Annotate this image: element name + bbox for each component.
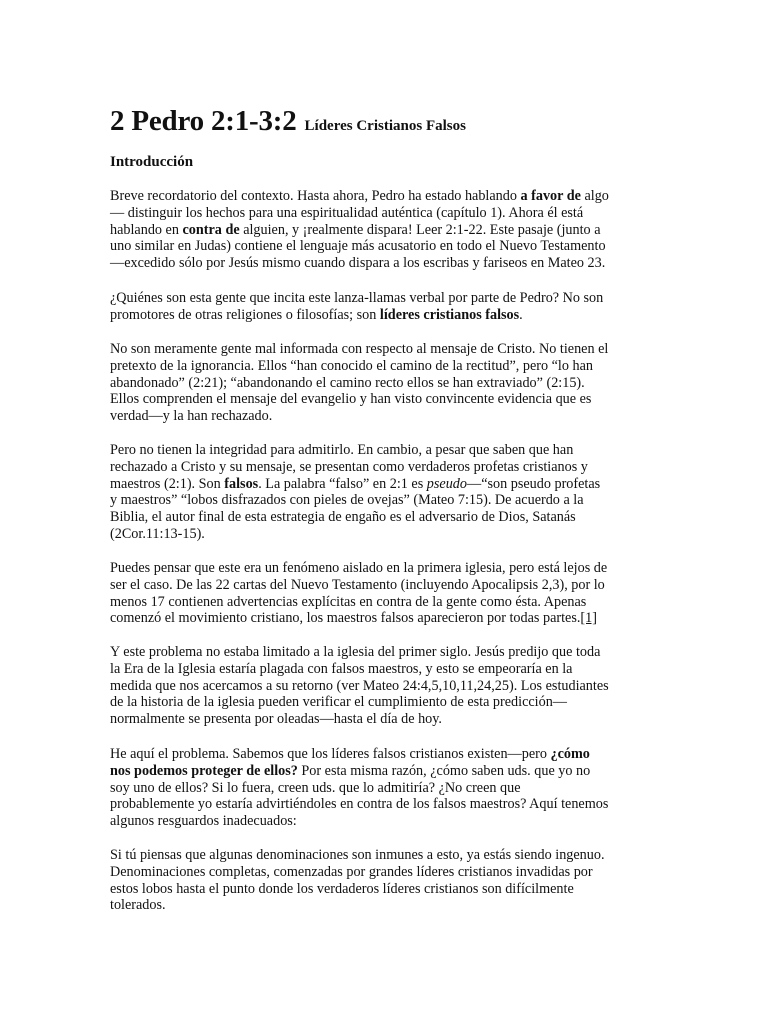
text-line	[110, 796, 660, 813]
text-line	[110, 509, 660, 526]
text-run: normalmente se presenta por oleadas—hasta el día de hoy.	[110, 711, 442, 728]
paragraph-6	[110, 644, 660, 728]
text-line	[110, 391, 660, 408]
bold-text: falsos	[224, 475, 259, 492]
text-run: rechazado a Cristo y su mensaje, se presentan como verdaderos profetas cristianos y	[110, 458, 588, 475]
text-run: —excedido sólo por Jesús mismo cuando dispara a los escribas y fariseos en Mateo 23.	[110, 255, 606, 272]
text-line	[110, 307, 660, 324]
text-line	[110, 711, 660, 728]
text-run: promotores de otras religiones o filosofías; son	[110, 306, 380, 323]
text-run: medida que nos acercamos a su retorno (ver Mateo 24:4,5,10,11,24,25). Los estudiantes	[110, 677, 609, 694]
text-run: ¿Quiénes son esta gente que incita este lanza-llamas verbal por parte de Pedro? No son	[110, 290, 604, 306]
text-run: Denominaciones completas, comenzadas por grandes líderes cristianos invadidas por	[110, 863, 593, 880]
text-line	[110, 746, 660, 763]
text-run: comenzó el movimiento cristiano, los maestros falsos aparecieron por todas partes.	[110, 610, 581, 627]
text-run: alguien, y ¡realmente dispara! Leer 2:1-22. Este pasaje (junto a	[239, 221, 601, 238]
text-line	[110, 476, 660, 493]
text-run: probablemente yo estaría advirtiéndoles en contra de los falsos maestros? Aquí tenemos	[110, 796, 609, 813]
paragraph-2	[110, 290, 660, 324]
text-line	[110, 341, 660, 358]
text-line	[110, 459, 660, 476]
text-run: uno similar en Judas) contiene el lenguaje más acusatorio en todo el Nuevo Testamento	[110, 238, 606, 255]
text-line	[110, 694, 660, 711]
text-run: hablando en	[110, 221, 183, 238]
text-run: menos 17 contienen advertencias explícitas en contra de la gente como ésta. Apenas	[110, 593, 587, 610]
text-line	[110, 205, 660, 222]
text-run: maestros (2:1). Son	[110, 475, 225, 492]
text-run: verdad—y la han rechazado.	[110, 408, 273, 425]
text-run: Por esta misma razón, ¿cómo saben uds. que yo no	[297, 762, 591, 779]
text-run: .	[519, 306, 523, 323]
text-run: Biblia, el autor final de esta estrategia de engaño es el adversario de Dios, Satanás	[110, 509, 576, 526]
text-line	[110, 290, 660, 307]
paragraph-8	[110, 847, 660, 914]
text-run: —“son pseudo profetas	[467, 475, 601, 492]
text-line	[110, 813, 660, 830]
text-run: . La palabra “falso” en 2:1 es	[258, 475, 427, 492]
text-line	[110, 560, 660, 577]
text-run: tolerados.	[110, 897, 166, 914]
bold-text: líderes cristianos falsos	[379, 306, 520, 323]
text-line	[110, 188, 660, 205]
text-line	[110, 864, 660, 881]
paragraph-1	[110, 188, 660, 272]
text-line	[110, 763, 660, 780]
paragraph-7	[110, 746, 660, 830]
text-run: Pero no tienen la integridad para admitirlo. En cambio, a pesar que saben que han	[110, 442, 574, 458]
text-line	[110, 222, 660, 239]
text-run: algo	[580, 188, 609, 204]
bold-text: ¿cómo	[550, 746, 590, 762]
italic-text: pseudo	[426, 475, 467, 492]
text-line	[110, 897, 660, 914]
document-title	[110, 105, 466, 138]
bold-text: nos podemos proteger de ellos?	[110, 762, 298, 779]
text-run: Si tú piensas que algunas denominaciones son inmunes a esto, ya estás siendo ingenuo.	[110, 847, 605, 863]
text-run: No son meramente gente mal informada con respecto al mensaje de Cristo. No tienen el	[110, 341, 609, 357]
text-run: — distinguir los hechos para una espiritualidad auténtica (capítulo 1). Ahora él está	[110, 204, 584, 221]
text-run: estos lobos hasta el punto donde los verdaderos líderes cristianos son difícilmente	[110, 880, 574, 897]
paragraph-3	[110, 341, 660, 425]
text-run: He aquí el problema. Sabemos que los líderes falsos cristianos existen—pero	[110, 746, 551, 762]
bold-text: contra de	[182, 221, 240, 238]
text-line	[110, 238, 660, 255]
text-line	[110, 577, 660, 594]
text-run: Y este problema no estaba limitado a la iglesia del primer siglo. Jesús predijo que toda	[110, 644, 601, 660]
text-line	[110, 644, 660, 661]
text-run: (2Cor.11:13-15).	[110, 525, 205, 542]
text-run: pretexto de la ignorancia. Ellos “han conocido el camino de la rectitud”, pero “lo han	[110, 357, 593, 374]
text-line	[110, 661, 660, 678]
text-line	[110, 847, 660, 864]
text-line	[110, 358, 660, 375]
bold-text: a favor de	[520, 188, 581, 204]
text-line	[110, 526, 660, 543]
footnote-link[interactable]: [1]	[580, 610, 597, 627]
text-run: de la historia de la iglesia pueden verificar el cumplimiento de esta predicción—	[110, 694, 567, 711]
text-line	[110, 780, 660, 797]
text-line	[110, 610, 660, 627]
text-line	[110, 442, 660, 459]
text-run: algunos resguardos inadecuados:	[110, 813, 297, 830]
text-line	[110, 492, 660, 509]
title-reference: 2 Pedro 2:1-3:2	[110, 105, 297, 137]
text-run: Ellos comprenden el mensaje del evangelio y han visto convincente evidencia que es	[110, 391, 592, 408]
text-line	[110, 255, 660, 272]
paragraph-5	[110, 560, 660, 627]
text-line	[110, 881, 660, 898]
text-line	[110, 678, 660, 695]
paragraph-4	[110, 442, 660, 543]
text-run: soy uno de ellos? Si lo fuera, creen uds. que lo admitiría? ¿No creen que	[110, 779, 521, 796]
text-run: y maestros” “lobos disfrazados con pieles de ovejas” (Mateo 7:15). De acuerdo a la	[110, 492, 584, 509]
text-line	[110, 408, 660, 425]
section-heading: Introducción	[110, 154, 194, 170]
text-line	[110, 594, 660, 611]
text-run: abandonado” (2:21); “abandonando el camino recto ellos se han extraviado” (2:15).	[110, 374, 585, 391]
text-run: Breve recordatorio del contexto. Hasta ahora, Pedro ha estado hablando	[110, 188, 521, 204]
title-subtitle: Líderes Cristianos Falsos	[304, 118, 466, 134]
text-run: ser el caso. De las 22 cartas del Nuevo Testamento (incluyendo Apocalipsis 2,3), por lo	[110, 576, 605, 593]
text-run: Puedes pensar que este era un fenómeno aislado en la primera iglesia, pero está lejos de	[110, 560, 608, 576]
text-line	[110, 375, 660, 392]
text-run: la Era de la Iglesia estaría plagada con falsos maestros, y esto se empeoraría en la	[110, 660, 573, 677]
